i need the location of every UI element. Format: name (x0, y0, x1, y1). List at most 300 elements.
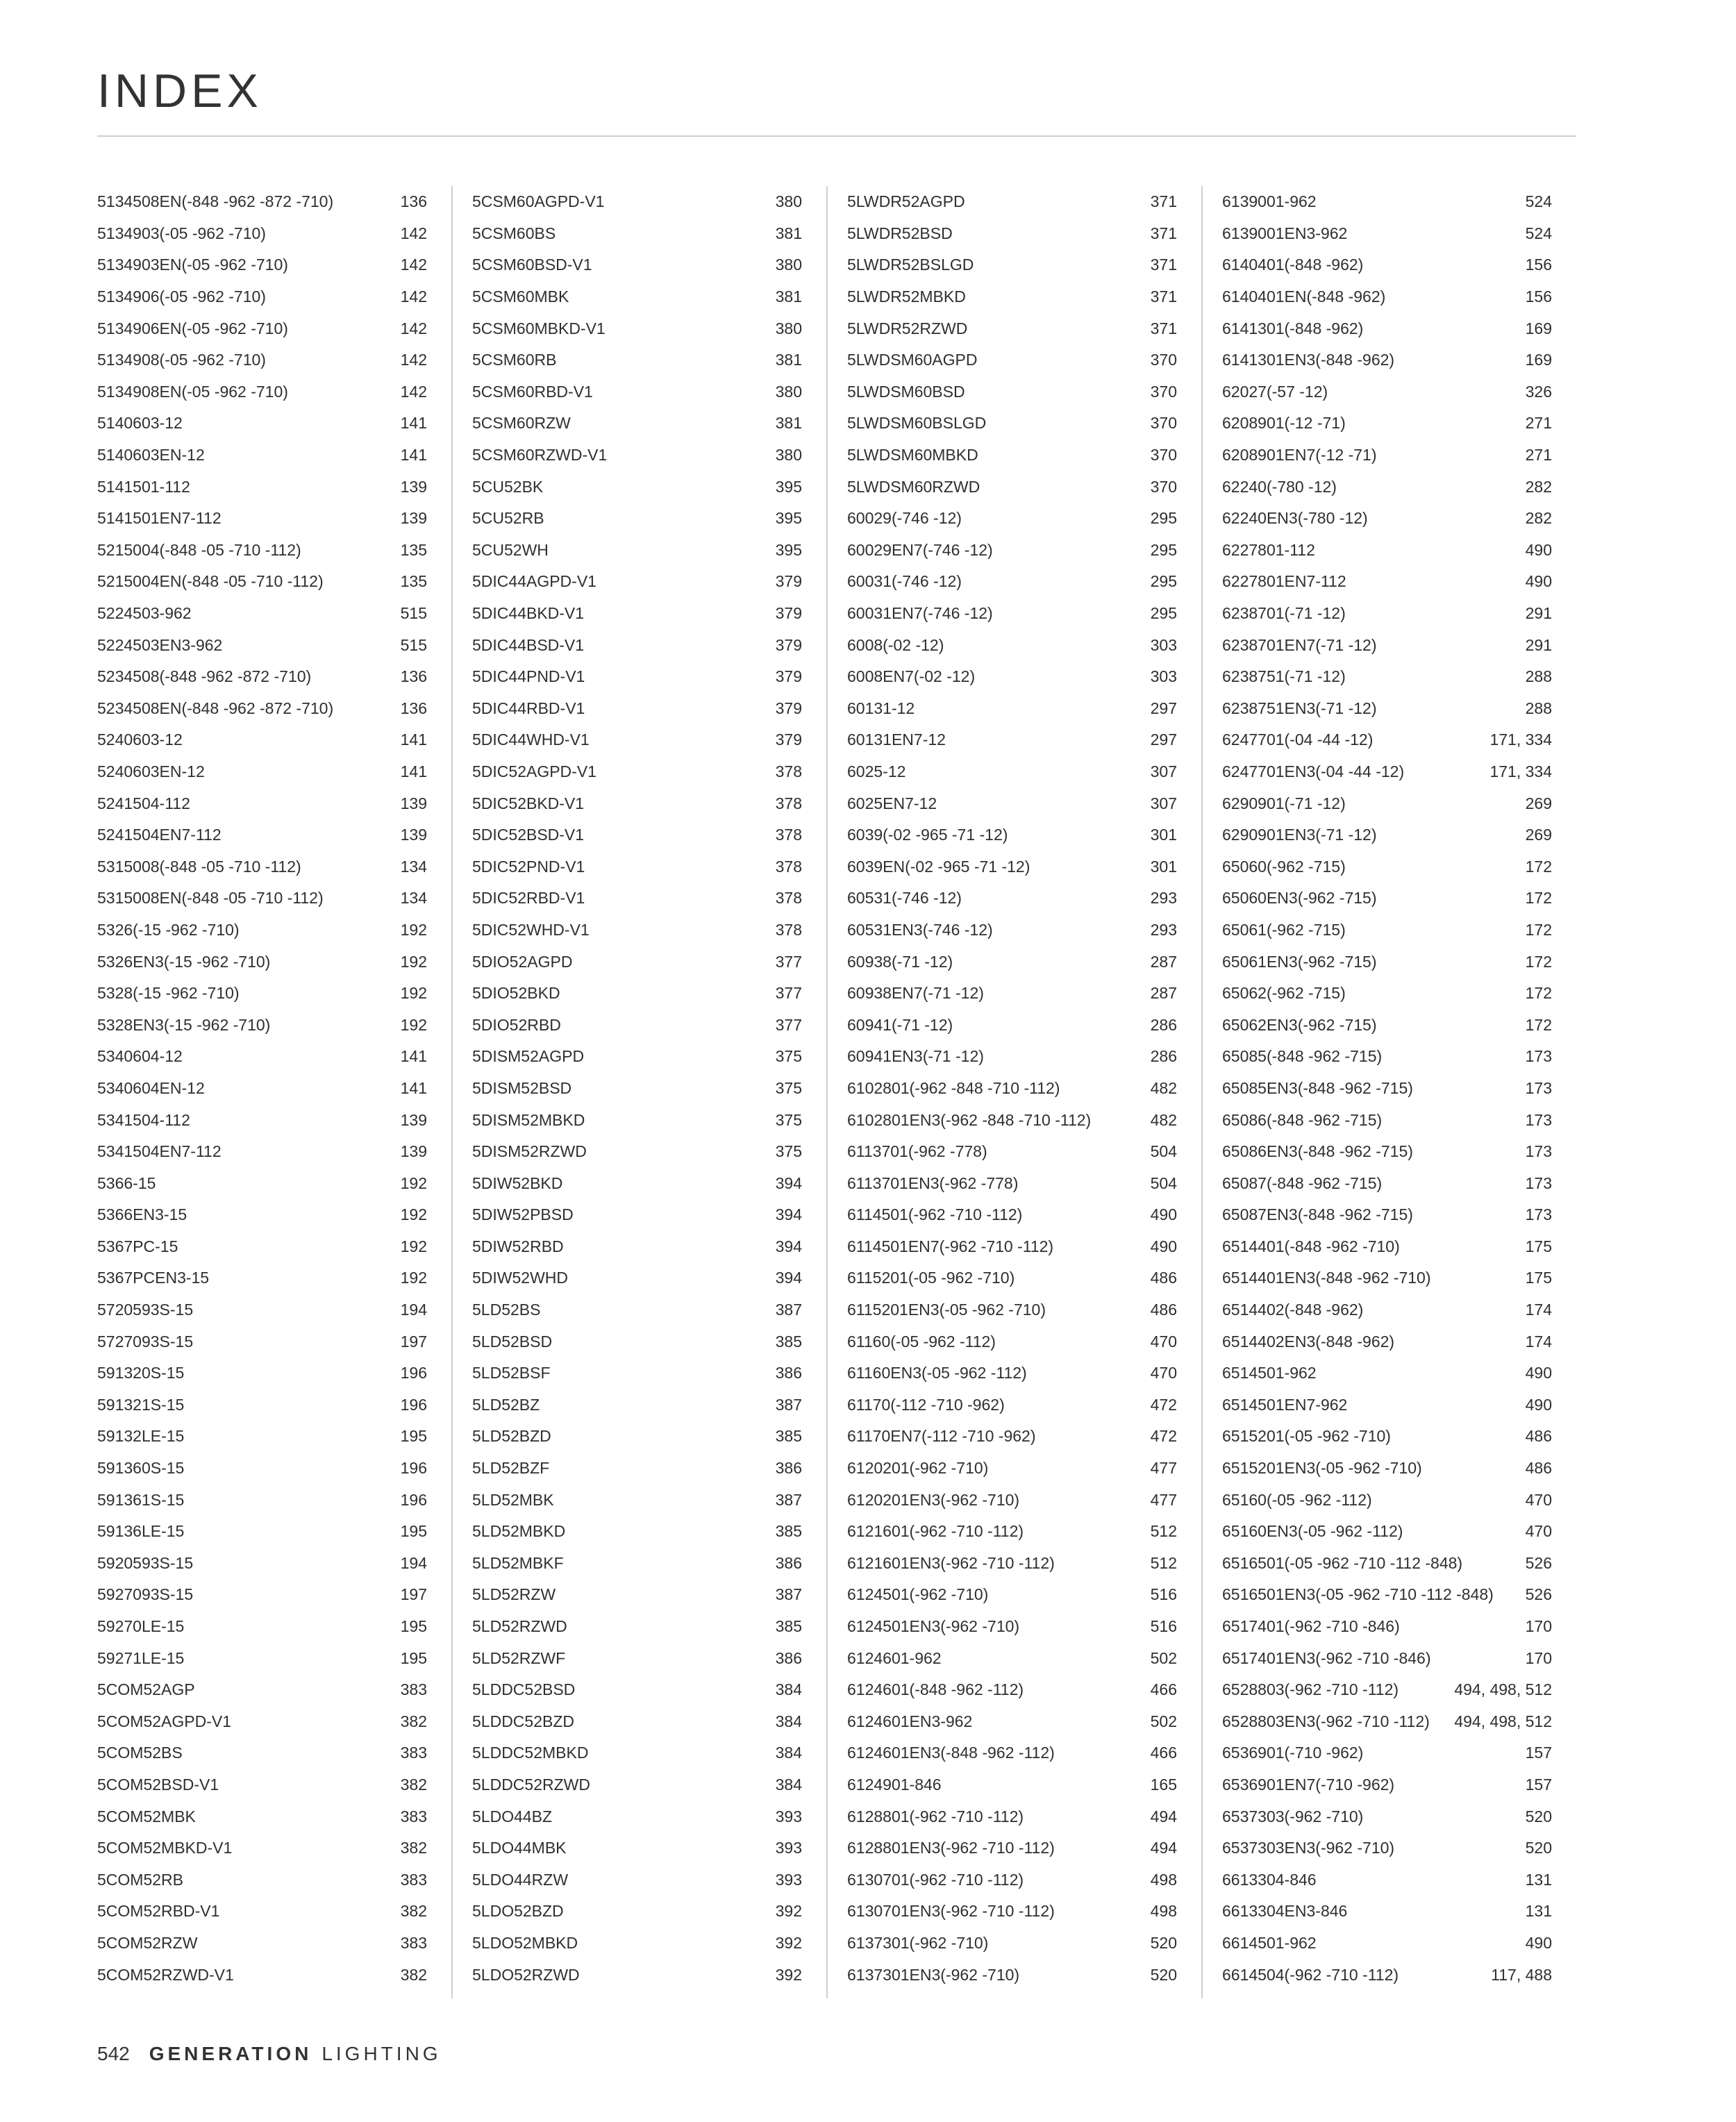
index-entry (1222, 598, 1552, 630)
entry-sku: 5DIW52RBD (472, 1237, 564, 1255)
entry-sku: 6102801EN3(-962 -848 -710 -112) (847, 1110, 1092, 1129)
entry-sku: 6124601EN3(-848 -962 -112) (847, 1744, 1055, 1762)
entry-sku: 6613304EN3-846 (1222, 1902, 1348, 1921)
entry-sku: 5134906EN(-05 -962 -710) (97, 319, 288, 337)
entry-pages: 494 (1150, 1839, 1177, 1857)
entry-sku: 6514401EN3(-848 -962 -710) (1222, 1269, 1431, 1287)
entry-pages: 173 (1525, 1110, 1552, 1129)
index-entry (97, 1326, 427, 1357)
index-entry (1222, 1073, 1552, 1105)
entry-pages: 383 (400, 1807, 427, 1826)
entry-pages: 392 (775, 1902, 802, 1921)
entry-pages: 520 (1525, 1839, 1552, 1857)
index-entry (847, 1801, 1177, 1832)
entry-pages: 293 (1150, 920, 1177, 939)
index-entry (97, 1104, 427, 1136)
index-entry (472, 787, 802, 819)
index-entry (1222, 471, 1552, 503)
index-entry (1222, 819, 1552, 851)
entry-pages: 477 (1150, 1459, 1177, 1478)
entry-pages: 173 (1525, 1078, 1552, 1097)
index-entry (97, 1769, 427, 1801)
index-entry (1222, 249, 1552, 281)
entry-sku: 5DIC52WHD-V1 (472, 920, 590, 939)
index-entry (472, 312, 802, 344)
entry-sku: 5CSM60RB (472, 351, 557, 369)
index-entry (97, 756, 427, 788)
entry-pages: 157 (1525, 1744, 1552, 1762)
entry-pages: 196 (400, 1490, 427, 1509)
index-entry (472, 1199, 802, 1231)
index-entry (847, 344, 1177, 376)
entry-pages: 380 (775, 319, 802, 337)
index-entry (1222, 1421, 1552, 1453)
entry-pages: 196 (400, 1395, 427, 1414)
entry-sku: 5DISM52AGPD (472, 1047, 585, 1066)
entry-sku: 6139001EN3-962 (1222, 224, 1348, 242)
entry-pages: 381 (775, 224, 802, 242)
entry-sku: 65160(-05 -962 -112) (1222, 1490, 1372, 1509)
index-entry (847, 629, 1177, 661)
entry-pages: 301 (1150, 857, 1177, 876)
index-entry (472, 535, 802, 567)
entry-sku: 5234508(-848 -962 -872 -710) (97, 667, 312, 686)
entry-pages: 490 (1525, 572, 1552, 591)
entry-sku: 5DIW52WHD (472, 1269, 569, 1287)
entry-pages: 301 (1150, 826, 1177, 844)
index-entry (847, 1896, 1177, 1928)
entry-pages: 169 (1525, 319, 1552, 337)
index-entry (472, 724, 802, 756)
entry-sku: 5LWDSM60AGPD (847, 351, 978, 369)
entry-sku: 591321S-15 (97, 1395, 185, 1414)
entry-pages: 394 (775, 1237, 802, 1255)
index-entry (847, 249, 1177, 281)
entry-pages: 381 (775, 287, 802, 306)
entry-sku: 6238701(-71 -12) (1222, 604, 1346, 623)
entry-pages: 370 (1150, 414, 1177, 433)
entry-pages: 515 (400, 635, 427, 654)
index-entry (1222, 629, 1552, 661)
entry-sku: 6141301EN3(-848 -962) (1222, 351, 1395, 369)
index-entry (847, 1009, 1177, 1041)
index-entry (472, 1801, 802, 1832)
entry-pages: 393 (775, 1839, 802, 1857)
entry-pages: 395 (775, 540, 802, 559)
entry-pages: 192 (400, 1015, 427, 1034)
entry-pages: 380 (775, 382, 802, 401)
index-entry (97, 186, 427, 218)
index-entry (847, 1041, 1177, 1073)
entry-pages: 291 (1525, 604, 1552, 623)
entry-sku: 6537303(-962 -710) (1222, 1807, 1364, 1826)
index-entry (847, 1484, 1177, 1516)
entry-pages: 172 (1525, 857, 1552, 876)
index-entry (97, 946, 427, 978)
index-entry (847, 1231, 1177, 1263)
entry-sku: 5920593S-15 (97, 1553, 194, 1572)
entry-sku: 5LD52MBKD (472, 1522, 566, 1541)
entry-pages: 135 (400, 540, 427, 559)
entry-pages: 157 (1525, 1775, 1552, 1794)
index-entry (472, 1674, 802, 1706)
index-entry (847, 756, 1177, 788)
entry-pages: 371 (1150, 256, 1177, 274)
index-entry (472, 249, 802, 281)
entry-pages: 385 (775, 1522, 802, 1541)
entry-pages: 477 (1150, 1490, 1177, 1509)
entry-sku: 5LD52RZWD (472, 1617, 567, 1636)
entry-sku: 5LD52BZ (472, 1395, 540, 1414)
entry-pages: 490 (1525, 1364, 1552, 1382)
entry-pages: 141 (400, 730, 427, 749)
entry-pages: 486 (1150, 1269, 1177, 1287)
entry-sku: 6124601EN3-962 (847, 1712, 973, 1730)
entry-sku: 65061(-962 -715) (1222, 920, 1346, 939)
entry-sku: 6120201(-962 -710) (847, 1459, 989, 1478)
index-entry (1222, 1516, 1552, 1548)
index-entry (847, 281, 1177, 313)
entry-sku: 60029(-746 -12) (847, 509, 962, 528)
entry-sku: 5341504-112 (97, 1110, 190, 1129)
entry-pages: 139 (400, 509, 427, 528)
index-entry (97, 1737, 427, 1769)
index-entry (847, 1642, 1177, 1674)
entry-pages: 142 (400, 382, 427, 401)
index-entry (97, 218, 427, 250)
index-entry (847, 1548, 1177, 1580)
entry-pages: 371 (1150, 192, 1177, 211)
index-entry (1222, 1959, 1552, 1991)
entry-sku: 5DIC52BSD-V1 (472, 826, 585, 844)
entry-pages: 520 (1525, 1807, 1552, 1826)
index-entry (472, 598, 802, 630)
entry-sku: 5LDO44RZW (472, 1870, 569, 1889)
index-entry (472, 1832, 802, 1864)
index-entry (847, 1294, 1177, 1326)
entry-pages: 307 (1150, 762, 1177, 780)
index-entry (1222, 1389, 1552, 1421)
index-entry (1222, 1167, 1552, 1199)
entry-pages: 371 (1150, 319, 1177, 337)
entry-pages: 378 (775, 889, 802, 908)
index-entry (847, 1389, 1177, 1421)
entry-pages: 490 (1525, 1933, 1552, 1952)
entry-sku: 5COM52RZW (97, 1933, 198, 1952)
index-entry (472, 1041, 802, 1073)
index-entry (472, 1231, 802, 1263)
entry-pages: 195 (400, 1648, 427, 1667)
index-entry (1222, 1262, 1552, 1294)
column-divider (451, 186, 453, 1998)
entry-pages: 195 (400, 1522, 427, 1541)
entry-sku: 6124901-846 (847, 1775, 942, 1794)
entry-pages: 142 (400, 287, 427, 306)
entry-pages: 172 (1525, 1015, 1552, 1034)
entry-sku: 5141501EN7-112 (97, 509, 222, 528)
entry-pages: 377 (775, 952, 802, 971)
index-entry (97, 1516, 427, 1548)
entry-pages: 512 (1150, 1522, 1177, 1541)
entry-pages: 377 (775, 1015, 802, 1034)
entry-sku: 6515201EN3(-05 -962 -710) (1222, 1459, 1422, 1478)
index-entry (472, 1009, 802, 1041)
index-entry (97, 281, 427, 313)
entry-pages: 286 (1150, 1047, 1177, 1066)
entry-pages: 282 (1525, 477, 1552, 496)
entry-pages: 142 (400, 319, 427, 337)
entry-pages: 131 (1525, 1870, 1552, 1889)
index-entry (1222, 218, 1552, 250)
entry-pages: 512 (1150, 1553, 1177, 1572)
index-entry (472, 471, 802, 503)
entry-sku: 5LWDR52AGPD (847, 192, 965, 211)
entry-pages: 383 (400, 1870, 427, 1889)
entry-pages: 384 (775, 1775, 802, 1794)
entry-sku: 5367PCEN3-15 (97, 1269, 210, 1287)
entry-sku: 6537303EN3(-962 -710) (1222, 1839, 1395, 1857)
entry-sku: 5DIC44PND-V1 (472, 667, 585, 686)
index-entry (847, 1326, 1177, 1357)
entry-sku: 6130701(-962 -710 -112) (847, 1870, 1024, 1889)
entry-pages: 490 (1150, 1237, 1177, 1255)
entry-pages: 139 (400, 794, 427, 812)
index-entry (472, 1642, 802, 1674)
index-entry (1222, 1769, 1552, 1801)
index-entry (1222, 1294, 1552, 1326)
entry-pages: 269 (1525, 826, 1552, 844)
index-entry (97, 1167, 427, 1199)
entry-sku: 65087(-848 -962 -715) (1222, 1173, 1383, 1192)
entry-sku: 5COM52BS (97, 1744, 183, 1762)
entry-pages: 371 (1150, 287, 1177, 306)
index-column-4 (1222, 186, 1552, 1991)
entry-sku: 6124501EN3(-962 -710) (847, 1617, 1020, 1636)
entry-sku: 5340604-12 (97, 1047, 183, 1066)
entry-pages: 370 (1150, 446, 1177, 465)
index-entry (472, 1928, 802, 1960)
entry-pages: 394 (775, 1205, 802, 1224)
index-entry (472, 344, 802, 376)
entry-pages: 192 (400, 1173, 427, 1192)
entry-sku: 6008(-02 -12) (847, 635, 944, 654)
entry-sku: 60029EN7(-746 -12) (847, 540, 993, 559)
title-divider (97, 135, 1576, 137)
entry-sku: 6227801-112 (1222, 540, 1315, 559)
index-entry (847, 1706, 1177, 1738)
entry-sku: 5LDDC52MBKD (472, 1744, 589, 1762)
index-entry (1222, 1579, 1552, 1611)
entry-pages: 486 (1150, 1301, 1177, 1319)
entry-sku: 5LWDR52BSD (847, 224, 953, 242)
index-entry (472, 1421, 802, 1453)
index-entry (1222, 1453, 1552, 1485)
entry-pages: 141 (400, 1047, 427, 1066)
entry-sku: 6238751EN3(-71 -12) (1222, 699, 1377, 717)
entry-sku: 5315008(-848 -05 -710 -112) (97, 857, 301, 876)
index-entry (97, 1453, 427, 1485)
index-entry (472, 566, 802, 598)
entry-pages: 383 (400, 1680, 427, 1699)
entry-pages: 385 (775, 1617, 802, 1636)
entry-sku: 5COM52RB (97, 1870, 183, 1889)
index-entry (97, 1674, 427, 1706)
entry-sku: 5366EN3-15 (97, 1205, 187, 1224)
entry-pages: 136 (400, 667, 427, 686)
entry-sku: 5134908EN(-05 -962 -710) (97, 382, 288, 401)
entry-pages: 377 (775, 984, 802, 1003)
index-entry (472, 883, 802, 914)
index-entry (847, 1928, 1177, 1960)
index-entry (97, 1389, 427, 1421)
entry-pages: 136 (400, 192, 427, 211)
entry-sku: 5COM52AGP (97, 1680, 195, 1699)
index-entry (472, 1896, 802, 1928)
index-entry (472, 629, 802, 661)
entry-pages: 194 (400, 1553, 427, 1572)
entry-sku: 61170(-112 -710 -962) (847, 1395, 1005, 1414)
entry-pages: 295 (1150, 509, 1177, 528)
index-entry (1222, 186, 1552, 218)
entry-sku: 5CSM60BSD-V1 (472, 256, 592, 274)
entry-sku: 5727093S-15 (97, 1332, 194, 1351)
entry-pages: 297 (1150, 699, 1177, 717)
entry-pages: 173 (1525, 1205, 1552, 1224)
entry-pages: 174 (1525, 1301, 1552, 1319)
index-entry (97, 724, 427, 756)
entry-pages: 192 (400, 920, 427, 939)
entry-sku: 6128801EN3(-962 -710 -112) (847, 1839, 1055, 1857)
entry-pages: 490 (1150, 1205, 1177, 1224)
index-entry (97, 883, 427, 914)
entry-pages: 173 (1525, 1142, 1552, 1161)
entry-sku: 5LWDSM60BSLGD (847, 414, 987, 433)
index-entry (472, 1136, 802, 1168)
entry-pages: 142 (400, 224, 427, 242)
index-entry (1222, 1737, 1552, 1769)
entry-pages: 171, 334 (1489, 762, 1552, 780)
entry-sku: 5CSM60AGPD-V1 (472, 192, 605, 211)
entry-sku: 5240603EN-12 (97, 762, 205, 780)
index-entry (472, 1073, 802, 1105)
index-entry (97, 1041, 427, 1073)
index-entry (847, 883, 1177, 914)
entry-pages: 379 (775, 604, 802, 623)
entry-pages: 165 (1150, 1775, 1177, 1794)
entry-pages: 381 (775, 351, 802, 369)
index-entry (1222, 1928, 1552, 1960)
entry-sku: 5DIC44RBD-V1 (472, 699, 585, 717)
entry-sku: 5LDDC52BSD (472, 1680, 576, 1699)
entry-pages: 380 (775, 256, 802, 274)
entry-pages: 192 (400, 984, 427, 1003)
index-entry (847, 1073, 1177, 1105)
entry-pages: 470 (1150, 1332, 1177, 1351)
entry-sku: 6528803(-962 -710 -112) (1222, 1680, 1399, 1699)
entry-sku: 5CSM60MBK (472, 287, 569, 306)
index-entry (97, 1928, 427, 1960)
entry-pages: 386 (775, 1553, 802, 1572)
index-entry (97, 376, 427, 408)
entry-pages: 386 (775, 1648, 802, 1667)
index-entry (472, 1516, 802, 1548)
index-entry (472, 1706, 802, 1738)
entry-sku: 5134903EN(-05 -962 -710) (97, 256, 288, 274)
entry-sku: 5LWDSM60BSD (847, 382, 965, 401)
entry-pages: 117, 488 (1491, 1965, 1552, 1984)
entry-pages: 379 (775, 635, 802, 654)
entry-sku: 6536901(-710 -962) (1222, 1744, 1364, 1762)
entry-sku: 6141301(-848 -962) (1222, 319, 1364, 337)
entry-sku: 6208901EN7(-12 -71) (1222, 446, 1377, 465)
entry-sku: 6128801(-962 -710 -112) (847, 1807, 1024, 1826)
entry-sku: 5141501-112 (97, 477, 190, 496)
entry-sku: 5COM52MBK (97, 1807, 196, 1826)
index-entry (1222, 503, 1552, 535)
index-entry (1222, 756, 1552, 788)
index-entry (847, 724, 1177, 756)
index-entry (97, 851, 427, 883)
entry-sku: 5215004EN(-848 -05 -710 -112) (97, 572, 324, 591)
index-column-3 (847, 186, 1177, 1991)
entry-pages: 486 (1525, 1459, 1552, 1478)
index-entry (472, 1389, 802, 1421)
entry-sku: 60031EN7(-746 -12) (847, 604, 993, 623)
entry-pages: 384 (775, 1680, 802, 1699)
entry-sku: 61170EN7(-112 -710 -962) (847, 1427, 1036, 1446)
index-entry (97, 249, 427, 281)
index-entry (1222, 946, 1552, 978)
index-entry (472, 756, 802, 788)
entry-pages: 375 (775, 1078, 802, 1097)
entry-sku: 5LD52BZF (472, 1459, 550, 1478)
index-entry (847, 186, 1177, 218)
entry-sku: 61160EN3(-05 -962 -112) (847, 1364, 1027, 1382)
column-divider (826, 186, 828, 1998)
index-entry (1222, 408, 1552, 440)
index-entry (97, 661, 427, 693)
index-entry (472, 1737, 802, 1769)
entry-pages: 172 (1525, 984, 1552, 1003)
index-entry (97, 1073, 427, 1105)
index-entry (847, 787, 1177, 819)
index-entry (847, 503, 1177, 535)
entry-pages: 371 (1150, 224, 1177, 242)
entry-pages: 271 (1525, 446, 1552, 465)
entry-sku: 61160(-05 -962 -112) (847, 1332, 996, 1351)
entry-sku: 6613304-846 (1222, 1870, 1317, 1889)
entry-pages: 387 (775, 1585, 802, 1604)
entry-sku: 6290901EN3(-71 -12) (1222, 826, 1377, 844)
entry-pages: 387 (775, 1395, 802, 1414)
entry-sku: 60031(-746 -12) (847, 572, 962, 591)
entry-sku: 6115201EN3(-05 -962 -710) (847, 1301, 1046, 1319)
entry-sku: 5COM52RZWD-V1 (97, 1965, 234, 1984)
index-entry (1222, 883, 1552, 914)
entry-pages: 288 (1525, 699, 1552, 717)
entry-sku: 65086(-848 -962 -715) (1222, 1110, 1383, 1129)
index-column-1 (97, 186, 427, 1991)
entry-pages: 482 (1150, 1078, 1177, 1097)
entry-sku: 5LD52BZD (472, 1427, 551, 1446)
entry-sku: 65085(-848 -962 -715) (1222, 1047, 1383, 1066)
entry-sku: 6514402(-848 -962) (1222, 1301, 1364, 1319)
entry-pages: 195 (400, 1617, 427, 1636)
entry-sku: 5CSM60RZWD-V1 (472, 446, 608, 465)
index-entry (847, 1453, 1177, 1485)
entry-pages: 486 (1525, 1427, 1552, 1446)
entry-sku: 6137301EN3(-962 -710) (847, 1965, 1020, 1984)
